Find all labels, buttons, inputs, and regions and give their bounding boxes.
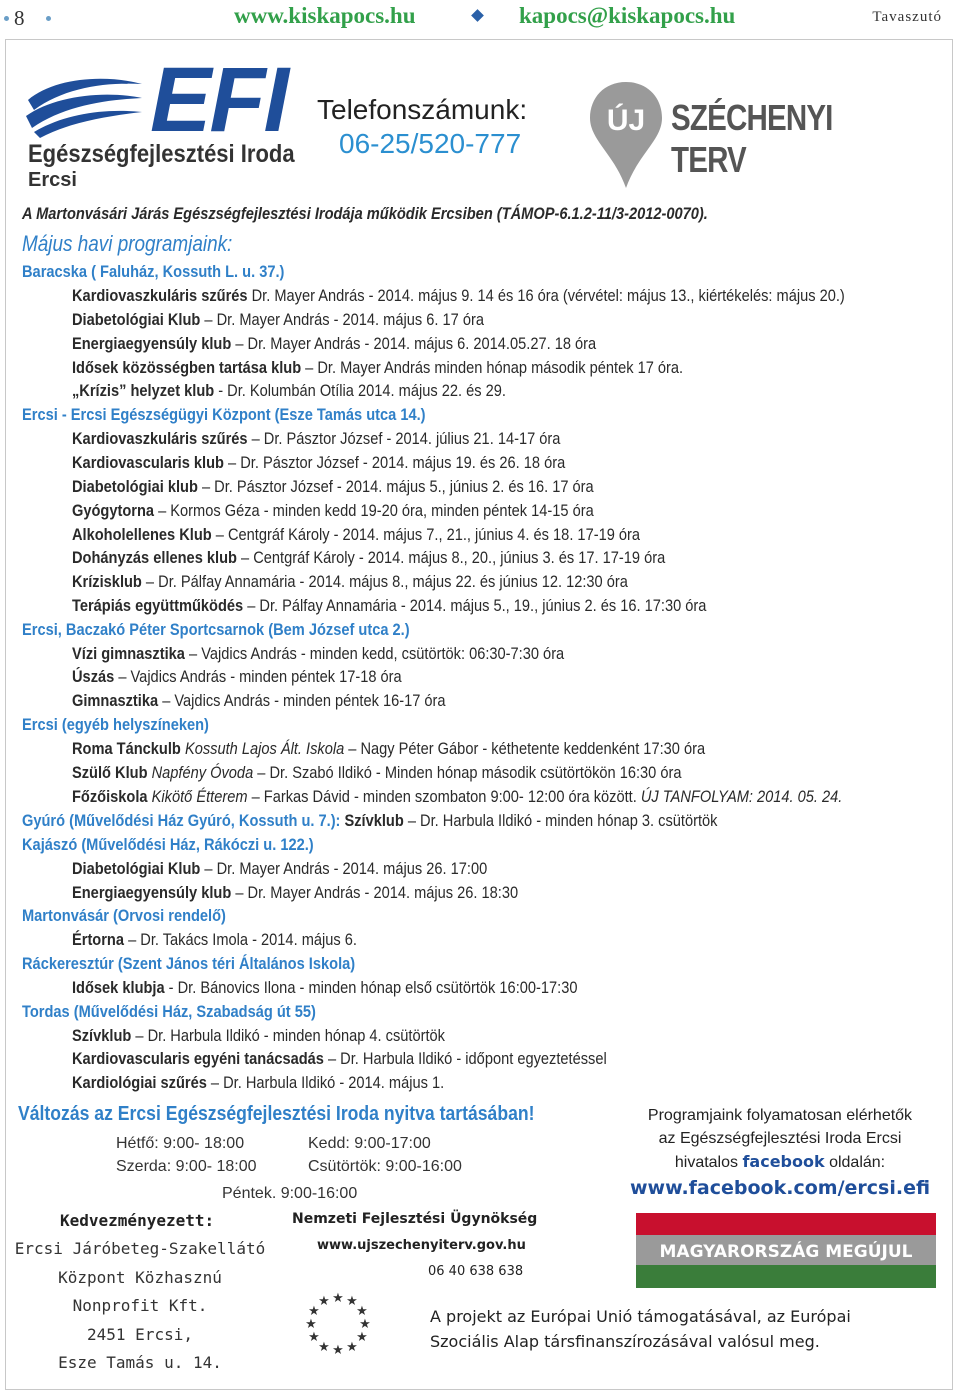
program-venue: Kossuth Lajos Ált. Iskola (184, 739, 345, 758)
location-baracska: Baracska ( Faluház, Kossuth L. u. 37.) (22, 262, 285, 281)
location-ercsi-kozpont: Ercsi - Ercsi Egészségügyi Központ (Esze Tamás utca 14.) (22, 405, 426, 424)
phone-number[interactable]: 06-25/520-777 (339, 128, 522, 159)
phone-label: Telefonszámunk: (317, 94, 528, 125)
page-header (0, 0, 960, 36)
list-item (72, 1026, 445, 1046)
list-item (72, 644, 564, 664)
svg-text:★: ★ (332, 1343, 344, 1358)
location-sportcsarnok: Ercsi, Baczakó Péter Sportcsarnok (Bem József utca 2.) (22, 620, 410, 639)
facebook-note (630, 1104, 930, 1174)
program-name: Gyógytorna (72, 501, 155, 520)
list-item (72, 477, 594, 497)
beneficiary-line: Ercsi Járóbeteg-Szakellátó (14, 1239, 266, 1258)
program-name: Idősek klubja (72, 978, 165, 997)
program-name: Főzőiskola (72, 787, 148, 806)
program-name: Roma Tánckulb (72, 739, 181, 758)
hours-wednesday: Szerda: 9:00- 18:00 (116, 1158, 257, 1175)
svg-text:★: ★ (332, 1291, 344, 1306)
list-item (72, 1049, 607, 1069)
program-name: Alkoholellenes Klub (72, 525, 212, 544)
svg-text:★: ★ (359, 1317, 371, 1332)
facebook-note-line: az Egészségfejlesztési Iroda Ercsi (658, 1130, 902, 1147)
beneficiary-line: Esze Tamás u. 14. (58, 1353, 222, 1372)
svg-text:★: ★ (318, 1294, 330, 1309)
new-course-note: ÚJ TANFOLYAM: 2014. 05. 24. (636, 787, 843, 806)
program-name: Szülő Klub (72, 763, 148, 782)
beneficiary-line: Központ Közhasznú (58, 1267, 222, 1287)
list-item (72, 310, 484, 330)
facebook-note-line: hivatalos facebook oldalán: (674, 1152, 886, 1171)
location-martonvasar: Martonvásár (Orvosi rendelő) (22, 906, 226, 925)
beneficiary-line: 2451 Ercsi, (87, 1324, 193, 1344)
eu-stars-icon (292, 1286, 384, 1358)
beneficiary-address (0, 1235, 280, 1378)
facebook-note-line: Programjaink folyamatosan elérhetők (647, 1107, 913, 1124)
magyarorszag-megujul-text: MAGYARORSZÁG MEGÚJUL (659, 1242, 913, 1262)
program-detail: – Vajdics András - minden péntek 16-17 óra (158, 691, 446, 710)
location-tordas: Tordas (Művelődési Ház, Szabadság út 55) (22, 1002, 316, 1021)
szechenyi-title: SZÉCHENYI TERV (671, 97, 833, 180)
svg-text:★: ★ (308, 1304, 320, 1319)
list-item (72, 453, 565, 473)
svg-text:★: ★ (346, 1340, 358, 1355)
diamond-separator-icon (471, 9, 484, 22)
list-item (72, 763, 681, 783)
program-name: Diabetológiai Klub (72, 859, 201, 878)
list-item (72, 334, 596, 354)
list-item (72, 381, 506, 401)
list-item (72, 930, 357, 950)
program-name: Kardiovascularis klub (72, 453, 224, 472)
program-detail: – Dr. Mayer András minden hónap második péntek 17 óra. (301, 358, 684, 377)
program-detail: – Dr. Harbula Ildikó - minden hónap 3. csütörtök (403, 811, 718, 830)
program-detail: – Vajdics András - minden kedd, csütörtök: 06:30-7:30 óra (184, 644, 565, 663)
list-item (72, 1073, 444, 1093)
intro-text: A Martonvásári Járás Egészségfejlesztési Irodája működik Ercsiben (TÁMOP-6.1.2-11/3-2012-0070). (22, 204, 708, 223)
list-item (72, 883, 518, 903)
list-item (72, 429, 560, 449)
program-detail: – Dr. Pásztor József - 2014. július 21. 14-17 óra (247, 429, 561, 448)
program-name: Idősek közösségben tartása klub (72, 358, 302, 377)
program-detail: – Vajdics András - minden péntek 17-18 óra (114, 667, 402, 686)
hours-tuesday: Kedd: 9:00-17:00 (308, 1135, 431, 1152)
program-detail: – Dr. Pálfay Annamária - 2014. május 5., 19., június 2. és 16. 17:30 óra (243, 596, 707, 615)
program-name: Terápiás együttműködés (72, 596, 244, 615)
location-kajaszo: Kajászó (Művelődési Ház, Rákóczi u. 122.) (22, 835, 314, 854)
list-item (72, 358, 683, 378)
program-detail: – Centgráf Károly - 2014. május 8., 20., június 3. és 17. 17-19 óra (236, 548, 666, 567)
beneficiary-title: Kedvezményezett: (60, 1211, 215, 1230)
program-name: Kardiovaszkuláris szűrés (72, 429, 248, 448)
program-venue: Kikötő Étterem (151, 787, 248, 806)
program-detail: – Dr. Mayer András - 2014. május 6. 17 óra (200, 310, 484, 329)
list-item (72, 859, 487, 879)
website-link[interactable]: www.kiskapocs.hu (234, 3, 416, 28)
svg-text:★: ★ (318, 1340, 330, 1355)
program-name: Diabetológiai Klub (72, 310, 201, 329)
program-detail: - Dr. Kolumbán Otília 2014. május 22. és 29. (214, 381, 506, 400)
location-ercsi-egyeb: Ercsi (egyéb helyszíneken) (22, 715, 209, 734)
beneficiary-line: Nonprofit Kft. (72, 1296, 208, 1315)
program-name: Kardiovascularis egyéni tanácsadás (72, 1049, 324, 1068)
agency-name: Nemzeti Fejlesztési Ügynökség (292, 1211, 538, 1227)
program-name: Gimnasztika (72, 691, 159, 710)
program-detail: – Dr. Harbula Ildikó - 2014. május 1. (206, 1073, 445, 1092)
email-link[interactable]: kapocs@kiskapocs.hu (519, 3, 736, 28)
magyarorszag-megujul-flag-icon (636, 1213, 936, 1288)
list-item (72, 667, 402, 687)
svg-text:★: ★ (305, 1317, 317, 1332)
list-item (72, 525, 640, 545)
program-venue: Napfény Óvoda (151, 763, 254, 782)
program-name: Kardiológiai szűrés (72, 1073, 207, 1092)
program-detail: – Dr. Mayer András - 2014. május 26. 17:00 (200, 859, 488, 878)
list-item (72, 596, 706, 616)
program-name: Értorna (72, 930, 125, 949)
month-title: Május havi programjaink: (22, 231, 233, 256)
program-detail: – Kormos Géza - minden kedd 19-20 óra, minden péntek 14-15 óra (154, 501, 594, 520)
program-name: Dohányzás ellenes klub (72, 548, 237, 567)
program-name: Krízisklub (72, 572, 142, 591)
program-name: Úszás (72, 667, 115, 686)
hours-monday: Hétfő: 9:00- 18:00 (116, 1135, 245, 1152)
program-name: Energiaegyensúly klub (72, 883, 232, 902)
efi-swoosh-logo-icon (24, 70, 144, 140)
efi-logo-text: EFI (150, 49, 288, 151)
program-name: Diabetológiai klub (72, 477, 198, 496)
program-name: Kardiovaszkuláris szűrés (72, 286, 248, 305)
program-name: Szívklub (72, 1026, 132, 1045)
program-detail: Dr. Mayer András - 2014. május 9. 14 és 16 óra (vérvétel: május 13., kiértékelés: május 20.) (247, 286, 845, 305)
bullet-dot (46, 16, 51, 21)
list-item (72, 978, 577, 998)
program-name: Szívklub (340, 811, 404, 830)
list-item (72, 501, 594, 521)
list-item (22, 811, 717, 831)
location-rackeresztur: Ráckeresztúr (Szent János téri Általános Iskola) (22, 954, 356, 973)
uj-badge-text: ÚJ (606, 104, 646, 137)
eu-support-text: A projekt az Európai Unió támogatásával, az Európai Szociális Alap társfinanszírozásával valósul meg. (430, 1307, 851, 1351)
efi-city: Ercsi (28, 169, 77, 191)
svg-text:★: ★ (308, 1330, 320, 1345)
program-detail: – Nagy Péter Gábor - kéthetente keddenként 17:30 óra (344, 739, 706, 758)
program-detail: – Dr. Harbula Ildikó - minden hónap 4. csütörtök (131, 1026, 445, 1045)
list-item (72, 691, 446, 711)
location-gyuro: Gyúró (Művelődési Ház Gyúró, Kossuth u. 7.): (22, 811, 341, 830)
svg-text:★: ★ (346, 1294, 358, 1309)
hours-thursday: Csütörtök: 9:00-16:00 (308, 1158, 462, 1175)
program-detail: – Dr. Mayer András - 2014. május 6. 2014.05.27. 18 óra (231, 334, 597, 353)
list-item (72, 548, 665, 568)
efi-subtitle: Egészségfejlesztési Iroda (28, 140, 295, 168)
program-name: „Krízis” helyzet klub (72, 381, 215, 400)
bullet-dot (4, 16, 9, 21)
facebook-logo-text: facebook (742, 1152, 825, 1171)
facebook-url-link[interactable]: www.facebook.com/ercsi.efi (630, 1177, 931, 1199)
list-item (72, 787, 842, 807)
page-number: 8 (14, 6, 25, 30)
program-detail: – Dr. Mayer András - 2014. május 26. 18:30 (231, 883, 519, 902)
hours-friday: Péntek. 9:00-16:00 (222, 1185, 358, 1202)
program-detail: – Dr. Takács Imola - 2014. május 6. (124, 930, 357, 949)
list-item (72, 739, 705, 759)
program-detail: - Dr. Bánovics Ilona - minden hónap első csütörtök 16:00-17:30 (164, 978, 578, 997)
program-detail: – Farkas Dávid - minden szombaton 9:00- 12:00 óra között. (247, 787, 637, 806)
svg-text:★: ★ (356, 1330, 368, 1345)
program-detail: – Centgráf Károly - 2014. május 7., 21., június 4. és 18. 17-19 óra (211, 525, 641, 544)
program-detail: – Dr. Pásztor József - 2014. május 19. és 26. 18 óra (223, 453, 566, 472)
szechenyi-pin-icon (588, 80, 664, 190)
program-detail: – Dr. Harbula Ildikó - időpont egyeztetéssel (323, 1049, 607, 1068)
program-name: Energiaegyensúly klub (72, 334, 232, 353)
opening-hours-title: Változás az Ercsi Egészségfejlesztési Iroda nyitva tartásában! (18, 1103, 535, 1125)
list-item (72, 572, 628, 592)
program-detail: – Dr. Pálfay Annamária - 2014. május 8., május 22. és június 12. 12:30 óra (141, 572, 628, 591)
program-name: Vízi gimnasztika (72, 644, 185, 663)
svg-text:★: ★ (356, 1304, 368, 1319)
program-detail: – Dr. Pásztor József - 2014. május 5., június 2. és 16. 17 óra (197, 477, 594, 496)
season-label: Tavaszutó (872, 9, 942, 25)
list-item (72, 286, 845, 306)
program-detail: – Dr. Szabó Ildikó - Minden hónap második csütörtökön 16:30 óra (253, 763, 682, 782)
agency-website[interactable]: www.ujszechenyiterv.gov.hu (317, 1238, 526, 1253)
agency-phone: 06 40 638 638 (428, 1264, 524, 1279)
